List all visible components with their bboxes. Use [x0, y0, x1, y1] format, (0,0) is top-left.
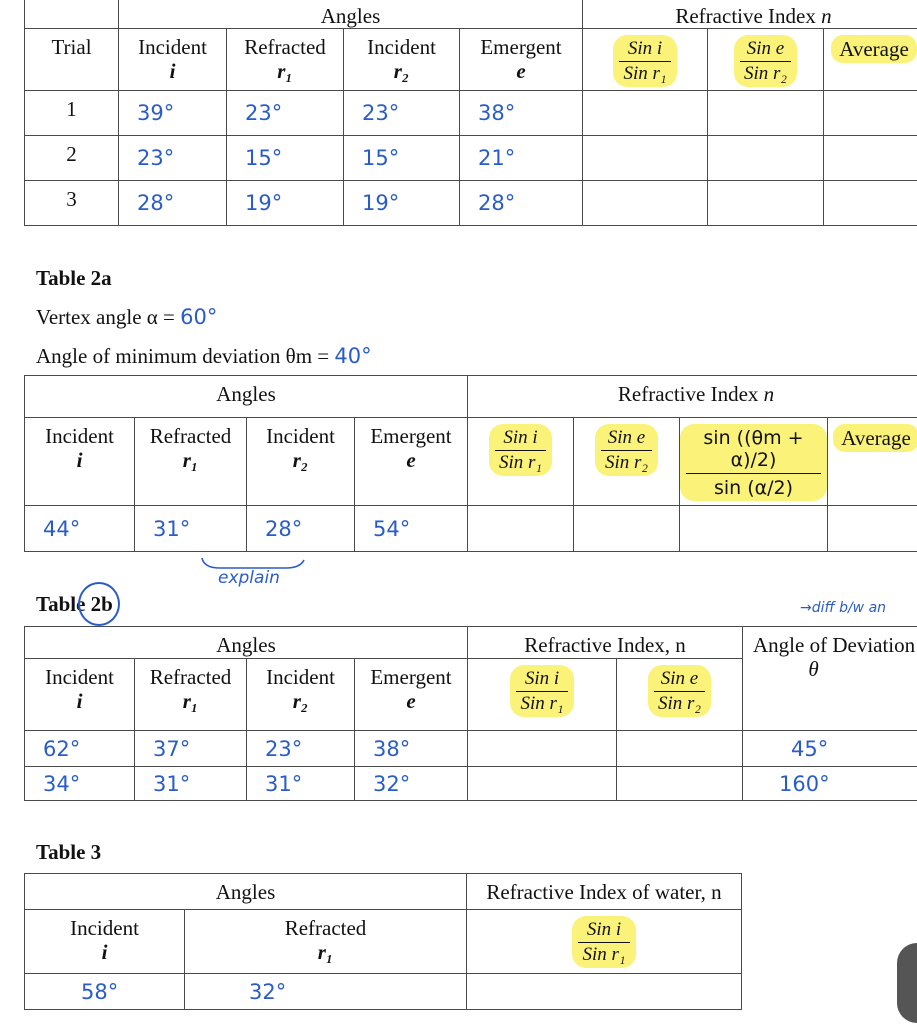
deviation-note: →diff b/w an — [800, 600, 887, 616]
emergent-angle: 38° — [355, 731, 468, 767]
table1-header-emergent: Emergent e — [460, 28, 583, 90]
table-3 — [24, 873, 742, 1010]
table-row — [25, 180, 917, 225]
table3-group-index: Refractive Index of water, n — [467, 874, 742, 910]
ratio-i-cell[interactable] — [468, 731, 617, 767]
table-row — [25, 135, 917, 180]
refracted-angle: 31° — [135, 767, 247, 801]
ratio-e-cell[interactable] — [617, 731, 743, 767]
average-cell[interactable] — [824, 90, 917, 135]
explain-note: explain — [218, 568, 280, 588]
table2b-header-ratio-e: $\frac{\text{Sin e}}{\text{Sin r₂}}$ — [617, 659, 743, 731]
ratio-e-cell[interactable] — [617, 767, 743, 801]
table-2a — [24, 375, 917, 552]
table2b-header-emergent: Emergent e — [355, 659, 468, 731]
table3-header-ratio: $\frac{\text{Sin i}}{\text{Sin r₁}}$ — [467, 910, 742, 974]
refracted-angle: 32° — [185, 974, 467, 1010]
emergent-angle: 54° — [355, 506, 468, 552]
table2b-header-ratio-i: $\frac{\text{Sin i}}{\text{Sin r₁}}$ — [468, 659, 617, 731]
table1-blank-corner — [25, 0, 119, 28]
refracted-angle: 37° — [135, 731, 247, 767]
incident-angle: 28° — [119, 180, 227, 225]
ratio-e-cell[interactable] — [574, 506, 680, 552]
incident-angle: 58° — [25, 974, 185, 1010]
table1-group-index: Refractive Index n — [583, 0, 917, 28]
table1-header-ratio-e: $\frac{\text{Sin e}}{\text{Sin r₂}}$ — [708, 28, 824, 90]
table-row — [25, 731, 917, 767]
table2a-header-average: Average — [828, 418, 917, 506]
average-cell[interactable] — [828, 506, 917, 552]
ratio-i-cell[interactable] — [468, 506, 574, 552]
table2a-group-angles: Angles — [25, 376, 468, 418]
trial-number: 2 — [25, 135, 119, 180]
table1-header-trial: Trial — [25, 28, 119, 90]
table-1 — [24, 0, 917, 226]
formula-cell[interactable] — [680, 506, 828, 552]
incident-angle: 23° — [119, 135, 227, 180]
deviation-angle: 45° — [743, 731, 917, 767]
average-cell[interactable] — [824, 135, 917, 180]
deviation-angle: 160° — [743, 767, 917, 801]
table2a-title: Table 2a — [36, 266, 112, 290]
incident-angle: 34° — [25, 767, 135, 801]
ratio-e-cell[interactable] — [708, 90, 824, 135]
table1-header-ratio-i: $\frac{\text{Sin i}}{\text{Sin r₁}}$ — [583, 28, 708, 90]
table3-header-incident: Incident i — [25, 910, 185, 974]
table2b-header-refracted: Refracted r₁ — [135, 659, 247, 731]
table2a-header-formula: $\frac{\sin ((\theta m + \alpha)/2)}{\sin (\alpha/2)}$ — [680, 418, 828, 506]
ratio-cell[interactable] — [467, 974, 742, 1010]
table2b-title: Table 2b — [36, 592, 113, 616]
ratio-i-cell[interactable] — [583, 90, 708, 135]
table2a-header-ratio-e: $\frac{\text{Sin e}}{\text{Sin r₂}}$ — [574, 418, 680, 506]
table2a-group-index: Refractive Index n — [468, 376, 917, 418]
table2a-header-incident: Incident i — [25, 418, 135, 506]
min-deviation-label: Angle of minimum deviation θm = 40° — [36, 344, 372, 368]
table2b-group-angles: Angles — [25, 627, 468, 659]
handwritten-circle — [78, 582, 120, 626]
vertex-angle-value: 60° — [180, 305, 218, 329]
vertex-angle-label: Vertex angle α = 60° — [36, 305, 218, 329]
table-row — [25, 767, 917, 801]
table2a-header-refracted: Refracted r₁ — [135, 418, 247, 506]
table-row — [25, 90, 917, 135]
incident-angle: 62° — [25, 731, 135, 767]
table3-title: Table 3 — [36, 840, 102, 864]
trial-number: 3 — [25, 180, 119, 225]
table-row — [25, 974, 742, 1010]
table1-header-incident-r2: Incident r₂ — [344, 28, 460, 90]
incident-r2-angle: 15° — [344, 135, 460, 180]
table2b-group-index: Refractive Index, n — [468, 627, 743, 659]
table3-header-refracted: Refracted r₁ — [185, 910, 467, 974]
table2a-header-incident-r2: Incident r₂ — [247, 418, 355, 506]
min-deviation-value: 40° — [334, 344, 372, 368]
table1-group-angles: Angles — [119, 0, 583, 28]
ratio-i-cell[interactable] — [583, 135, 708, 180]
table1-header-average: Average — [824, 28, 917, 90]
emergent-angle: 21° — [460, 135, 583, 180]
incident-r2-angle: 31° — [247, 767, 355, 801]
incident-r2-angle: 28° — [247, 506, 355, 552]
table2a-header-ratio-i: $\frac{\text{Sin i}}{\text{Sin r₁}}$ — [468, 418, 574, 506]
table-row — [25, 506, 917, 552]
refracted-angle: 23° — [227, 90, 344, 135]
ratio-i-cell[interactable] — [583, 180, 708, 225]
table2b-group-deviation: Angle of Deviation θ — [743, 627, 917, 731]
incident-r2-angle: 19° — [344, 180, 460, 225]
table-2b — [24, 626, 917, 801]
emergent-angle: 32° — [355, 767, 468, 801]
table2a-header-emergent: Emergent e — [355, 418, 468, 506]
table2b-header-incident: Incident i — [25, 659, 135, 731]
table2b-header-incident-r2: Incident r₂ — [247, 659, 355, 731]
incident-r2-angle: 23° — [344, 90, 460, 135]
incident-angle: 39° — [119, 90, 227, 135]
table1-header-refracted: Refracted r₁ — [227, 28, 344, 90]
incident-angle: 44° — [25, 506, 135, 552]
table1-header-incident: Incident i — [119, 28, 227, 90]
trial-number: 1 — [25, 90, 119, 135]
floating-action-button[interactable] — [897, 943, 917, 1023]
ratio-e-cell[interactable] — [708, 180, 824, 225]
refracted-angle: 19° — [227, 180, 344, 225]
ratio-i-cell[interactable] — [468, 767, 617, 801]
emergent-angle: 28° — [460, 180, 583, 225]
emergent-angle: 38° — [460, 90, 583, 135]
refracted-angle: 31° — [135, 506, 247, 552]
ratio-e-cell[interactable] — [708, 135, 824, 180]
table3-group-angles: Angles — [25, 874, 467, 910]
incident-r2-angle: 23° — [247, 731, 355, 767]
average-cell[interactable] — [824, 180, 917, 225]
refracted-angle: 15° — [227, 135, 344, 180]
